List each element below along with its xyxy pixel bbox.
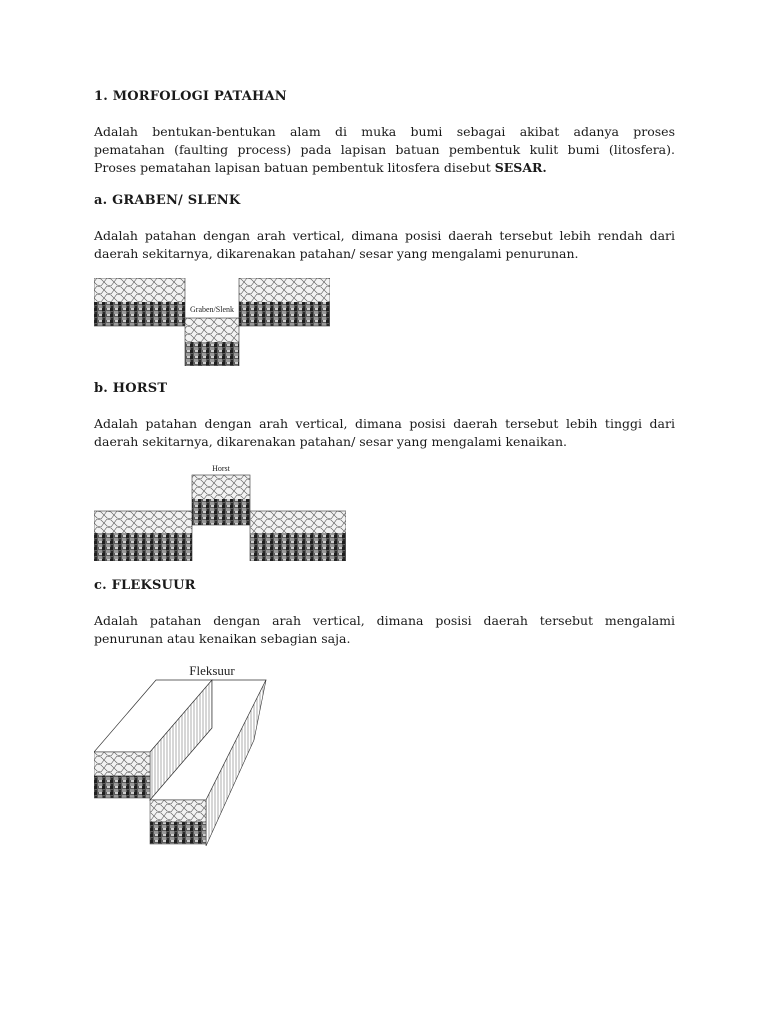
- paragraph-line: Adalah patahan dengan arah vertical, dimana posisi daerah tersebut lebih rendah dari: [94, 228, 675, 243]
- horst-left-block: [94, 511, 192, 561]
- paragraph-fleksuur: [94, 612, 675, 648]
- paragraph-line: penurunan atau kenaikan sebagian saja.: [94, 631, 351, 646]
- horst-right-block: [250, 511, 346, 561]
- paragraph-line: Adalah patahan dengan arah vertical, dimana posisi daerah tersebut lebih tinggi dari: [94, 416, 675, 431]
- graben-label: Graben/Slenk: [190, 305, 234, 314]
- fleksuur-label: Fleksuur: [189, 663, 235, 678]
- section-heading-graben: a. GRABEN/ SLENK: [94, 193, 241, 208]
- paragraph-graben: [94, 227, 675, 263]
- section-heading-fleksuur: c. FLEKSUUR: [94, 578, 196, 593]
- horst-label: Horst: [212, 464, 230, 473]
- section-heading-horst: b. HORST: [94, 381, 168, 396]
- paragraph-line: daerah sekitarnya, dikarenakan patahan/ sesar yang mengalami kenaikan.: [94, 434, 567, 449]
- graben-sunken-block: [185, 318, 239, 366]
- paragraph-line: [94, 159, 675, 177]
- paragraph-horst: [94, 415, 675, 451]
- horst-raised-block: [192, 475, 250, 525]
- graben-left-block: [94, 278, 185, 326]
- paragraph-morfologi: [94, 123, 675, 177]
- paragraph-line: Adalah patahan dengan arah vertical, dimana posisi daerah tersebut mengalami: [94, 613, 675, 628]
- paragraph-line: pematahan (faulting process) pada lapisan batuan pembentuk kulit bumi (litosfera).: [94, 142, 675, 157]
- paragraph-line: Adalah bentukan-bentukan alam di muka bumi sebagai akibat adanya proses: [94, 124, 675, 139]
- section-heading-morfologi-patahan: 1. MORFOLOGI PATAHAN: [94, 89, 287, 104]
- graben-diagram: [94, 278, 330, 366]
- graben-right-block: [239, 278, 330, 326]
- fleksuur-diagram: [94, 660, 274, 846]
- paragraph-text: Proses pematahan lapisan batuan pembentuk litosfera disebut: [94, 160, 495, 175]
- horst-diagram: [94, 463, 346, 561]
- term-sesar: SESAR.: [494, 160, 547, 175]
- paragraph-line: daerah sekitarnya, dikarenakan patahan/ sesar yang mengalami penurunan.: [94, 246, 579, 261]
